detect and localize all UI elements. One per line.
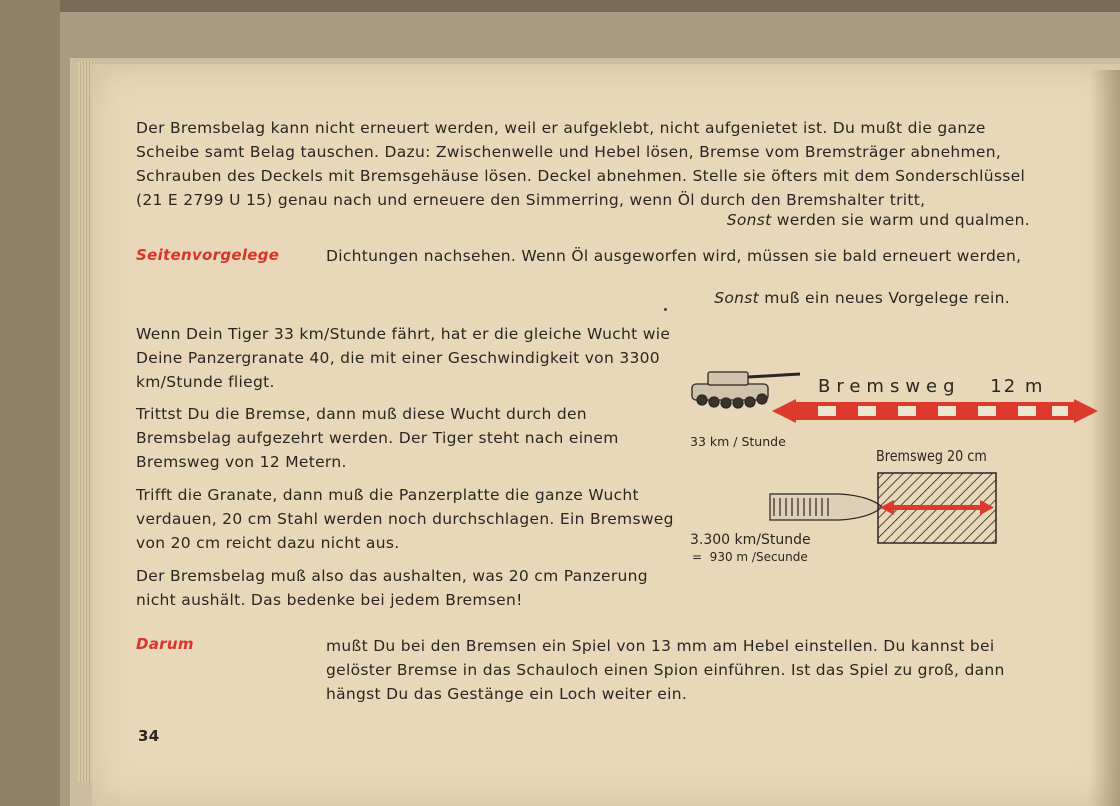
tiger-tank-icon xyxy=(692,372,800,408)
brake-paragraph: Trittst Du die Bremse, dann muß diese Wucht durch den Bremsbelag aufgezehrt werden. Der Tiger steht nach einem Bremsweg von 12 Metern. xyxy=(136,405,619,471)
darum-label: Darum xyxy=(136,635,194,653)
tank-brake-word: Bremsweg xyxy=(818,376,961,397)
intro-line: Scheibe samt Belag tauschen. Dazu: Zwischenwelle und Hebel lösen, Bremse vom Bremsträger abnehmen, xyxy=(136,143,1002,161)
sonst-word: Sonst xyxy=(714,289,760,307)
shell-speed-kmh: 3.300 km/Stunde xyxy=(690,532,811,548)
page-number: 34 xyxy=(138,727,160,745)
sonst-rest: muß ein neues Vorgelege rein. xyxy=(759,289,1010,307)
seitenvorgelege-label: Seitenvorgelege xyxy=(136,246,280,264)
intro-line: Schrauben des Deckels mit Bremsgehäuse lösen. Deckel abnehmen. Stelle sie öfters mit dem Sonderschlüssel xyxy=(136,167,1026,185)
shell-brake-label: Bremsweg 20 cm xyxy=(876,447,987,465)
sonst-rest: werden sie warm und qualmen. xyxy=(771,211,1030,229)
shell-icon xyxy=(770,494,882,520)
tank-brake-arrow xyxy=(772,399,1098,423)
tiger-speed-paragraph: Wenn Dein Tiger 33 km/Stunde fährt, hat er die gleiche Wucht wie Deine Panzergranate 40, die mit einer Geschwindigkeit von 3300 km/Stunde fliegt. xyxy=(136,325,671,391)
sonst-word: Sonst xyxy=(726,211,772,229)
seitenvorgelege-text: Dichtungen nachsehen. Wenn Öl ausgeworfen wird, müssen sie bald erneuert werden, xyxy=(326,247,1022,265)
tank-speed-label: 33 km / Stunde xyxy=(690,434,786,449)
intro-line: (21 E 2799 U 15) genau nach und erneuere den Simmerring, wenn Öl durch den Bremshalter tritt, xyxy=(136,191,926,209)
shell-speed-ms: = 930 m /Secunde xyxy=(692,550,808,564)
tank-brake-label xyxy=(818,376,1044,397)
shell-paragraph: Trifft die Granate, dann muß die Panzerplatte die ganze Wucht verdauen, 20 cm Stahl werden noch durchschlagen. Ein Bremsweg von 20 cm reicht dazu nicht aus. xyxy=(136,486,674,552)
intro-line: Der Bremsbelag kann nicht erneuert werden, weil er aufgeklebt, nicht aufgenietet ist. Du mußt die ganze xyxy=(136,119,986,137)
conclusion-paragraph: Der Bremsbelag muß also das aushalten, was 20 cm Panzerung nicht aushält. Das bedenke bei jedem Bremsen! xyxy=(136,567,648,609)
darum-text: mußt Du bei den Bremsen ein Spiel von 13 mm am Hebel einstellen. Du kannst bei gelöster Bremse in das Schauloch einen Spion einführen. Ist das Spiel zu groß, dann hängst Du das Gestänge ein Loch weiter ein. xyxy=(326,637,1005,703)
tank-brake-distance: 12 m xyxy=(990,376,1045,397)
